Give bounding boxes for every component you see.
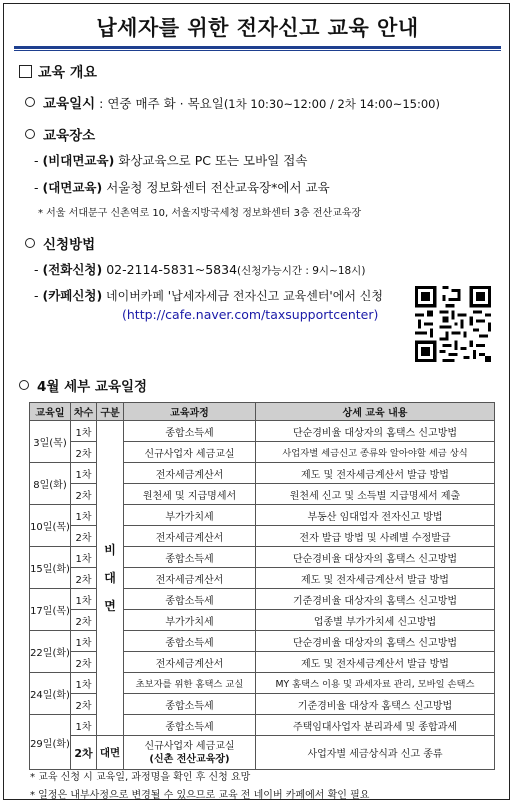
cafe-link[interactable]: (http://cafe.naver.com/taxsupportcenter) — [122, 307, 379, 322]
cell-course: 종합소득세 — [124, 547, 256, 568]
cell-detail: 주택임대사업자 분리과세 및 종합과세 — [256, 715, 495, 736]
cell-detail: 제도 및 전자세금계산서 발급 방법 — [256, 463, 495, 484]
course-name: 신규사업자 세금교실 — [144, 740, 235, 752]
circle-bullet-icon — [19, 380, 29, 390]
cell-session: 2차 — [71, 484, 97, 505]
cell-session: 2차 — [71, 694, 97, 715]
cell-course: 종합소득세 — [124, 631, 256, 652]
cell-session: 1차 — [71, 547, 97, 568]
cell-course: 종합소득세 — [124, 421, 256, 442]
place-heading: 교육장소 — [25, 124, 95, 144]
cell-course: 부가가치세 — [124, 610, 256, 631]
cell-date: 8일(화) — [30, 463, 71, 505]
cell-session: 1차 — [71, 715, 97, 736]
cell-mode-offline: 대면 — [97, 736, 124, 770]
title-divider — [14, 46, 501, 49]
table-row — [30, 421, 495, 442]
cell-session: 1차 — [71, 505, 97, 526]
overview-heading: 교육 개요 — [19, 62, 97, 82]
title-divider-thin — [14, 50, 501, 51]
cell-detail: 제도 및 전자세금계산서 발급 방법 — [256, 568, 495, 589]
schedule-heading: 4월 세부 교육일정 — [19, 375, 147, 395]
cell-detail: 부동산 임대업자 전자신고 방법 — [256, 505, 495, 526]
cell-course: 종합소득세 — [124, 589, 256, 610]
cell-session: 2차 — [71, 610, 97, 631]
cell-date: 29일(화) — [30, 715, 71, 770]
checkbox-square-icon — [19, 65, 32, 78]
cell-detail: 기준경비율 대상자의 홈택스 신고방법 — [256, 589, 495, 610]
note-1: * 교육 신청 시 교육일, 과정명을 확인 후 신청 요망 — [30, 772, 251, 783]
cell-session: 1차 — [71, 463, 97, 484]
course-location: (신촌 전산교육장) — [149, 753, 230, 765]
table-header-row — [30, 403, 495, 421]
cell-course: 원천세 및 지급명세서 — [124, 484, 256, 505]
circle-bullet-icon — [25, 97, 35, 107]
header-detail: 상세 교육 내용 — [256, 403, 495, 421]
cell-detail: 기준경비율 대상자 홈택스 신고방법 — [256, 694, 495, 715]
place-online-row: - (비대면교육) 화상교육으로 PC 또는 모바일 접속 — [34, 153, 308, 168]
cell-mode-online — [97, 421, 124, 736]
cell-detail: 원천세 신고 및 소득별 지급명세서 제출 — [256, 484, 495, 505]
cell-date: 24일(화) — [30, 673, 71, 715]
header-date: 교육일 — [30, 403, 71, 421]
cell-course — [124, 736, 256, 770]
cell-detail: 사업자별 세금상식과 신고 종류 — [256, 736, 495, 770]
apply-heading: 신청방법 — [25, 233, 95, 253]
cell-detail: 제도 및 전자세금계산서 발급 방법 — [256, 652, 495, 673]
header-mode: 구분 — [97, 403, 124, 421]
cell-course: 전자세금계산서 — [124, 526, 256, 547]
cell-session: 1차 — [71, 589, 97, 610]
cell-session: 2차 — [71, 736, 97, 770]
page-title: 납세자를 위한 전자신고 교육 안내 — [96, 16, 419, 40]
cell-course: 전자세금계산서 — [124, 463, 256, 484]
cell-session: 2차 — [71, 442, 97, 463]
cell-detail: 전자 발급 방법 및 사례별 수정발급 — [256, 526, 495, 547]
schedule-table — [29, 402, 495, 770]
cell-course: 신규사업자 세금교실 — [124, 442, 256, 463]
cell-session: 2차 — [71, 652, 97, 673]
cell-course: 종합소득세 — [124, 694, 256, 715]
header-session: 차수 — [71, 403, 97, 421]
cell-date: 15일(화) — [30, 547, 71, 589]
cell-course: 전자세금계산서 — [124, 652, 256, 673]
cell-date: 17일(목) — [30, 589, 71, 631]
apply-cafe-row: - (카페신청) 네이버카페 '납세자세금 전자신고 교육센터'에서 신청 — [34, 288, 383, 303]
apply-phone-row: - (전화신청) 02-2114-5831~5834(신청가능시간 : 9시~18시) — [34, 262, 366, 277]
table-row — [30, 736, 495, 770]
cell-course: 초보자를 위한 홈택스 교실 — [124, 673, 256, 694]
cell-date: 10일(목) — [30, 505, 71, 547]
cell-detail: 사업자별 세금신고 종류와 알아야할 세금 상식 — [256, 442, 495, 463]
cell-session: 1차 — [71, 631, 97, 652]
circle-bullet-icon — [25, 129, 35, 139]
cell-date: 3일(목) — [30, 421, 71, 463]
cell-session: 2차 — [71, 568, 97, 589]
cell-session: 1차 — [71, 421, 97, 442]
mode-online-label: 비대면 — [104, 543, 116, 613]
place-offline-row: - (대면교육) 서울청 정보화센터 전산교육장*에서 교육 — [34, 180, 330, 195]
note-2: * 일정은 내부사정으로 변경될 수 있으므로 교육 전 네이버 카페에서 확인 필요 — [30, 790, 370, 801]
circle-bullet-icon — [25, 238, 35, 248]
qr-code-icon — [415, 286, 491, 362]
cell-detail: MY 홈택스 이용 및 과세자료 관리, 모바일 손택스 — [256, 673, 495, 694]
cell-course: 종합소득세 — [124, 715, 256, 736]
cell-session: 1차 — [71, 673, 97, 694]
cell-detail: 업종별 부가가치세 신고방법 — [256, 610, 495, 631]
cell-date: 22일(화) — [30, 631, 71, 673]
header-course: 교육과정 — [124, 403, 256, 421]
cell-detail: 단순경비율 대상자의 홈택스 신고방법 — [256, 547, 495, 568]
datetime-row: 교육일시 : 연중 매주 화 · 목요일(1차 10:30~12:00 / 2차 14:00~15:00) — [25, 92, 440, 112]
cell-session: 2차 — [71, 526, 97, 547]
place-note: * 서울 서대문구 신촌역로 10, 서울지방국세청 정보화센터 3층 전산교육장 — [38, 208, 362, 219]
cell-detail: 단순경비율 대상자의 홈택스 신고방법 — [256, 421, 495, 442]
cell-course: 전자세금계산서 — [124, 568, 256, 589]
cell-course: 부가가치세 — [124, 505, 256, 526]
cell-detail: 단순경비율 대상자의 홈택스 신고방법 — [256, 631, 495, 652]
